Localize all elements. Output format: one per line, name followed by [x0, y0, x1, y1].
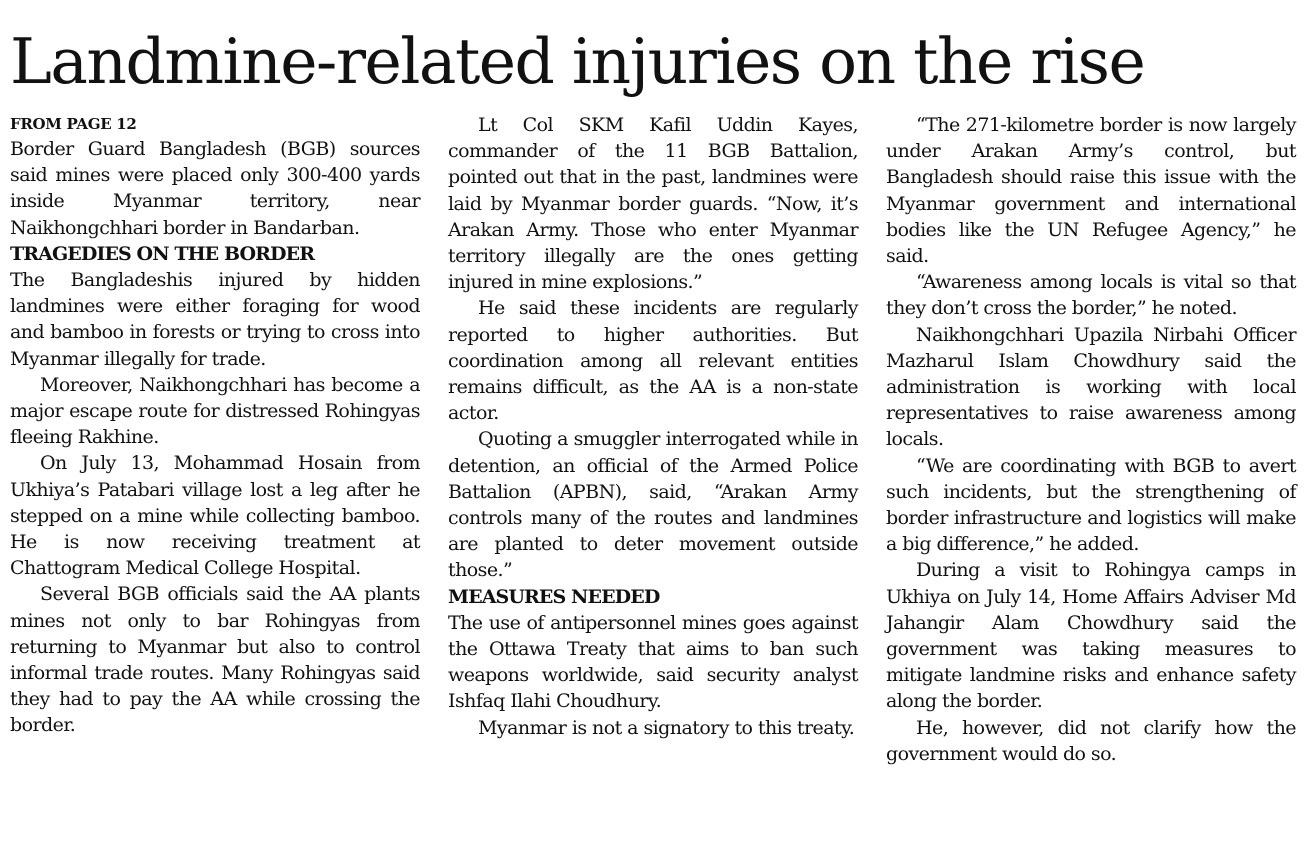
paragraph: Border Guard Bangladesh (BGB) sources said mines were placed only 300-400 yards inside Myanmar territory, near Naikhongchhari border in Bandarban.: [10, 138, 420, 239]
paragraph: “We are coordinating with BGB to avert such incidents, but the strengthening of border infrastructure and logistics will make a big difference,” he added.: [886, 454, 1296, 556]
paragraph: Several BGB officials said the AA plants mines not only to bar Rohingyas from returning to Myanmar but also to control informal trade routes. Many Rohingyas said they had to pay the AA while crossing the border.: [10, 583, 420, 737]
paragraph: He, however, did not clarify how the government would do so.: [886, 716, 1296, 765]
paragraph: He said these incidents are regularly reported to higher authorities. But coordination among all relevant entities remains difficult, as the AA is a non-state actor.: [448, 297, 858, 425]
continued-from-label: FROM PAGE 12: [10, 115, 137, 133]
paragraph: Quoting a smuggler interrogated while in detention, an official of the Armed Police Battalion (APBN), said, “Arakan Army controls many of the routes and landmines are planted to deter movement outside those.”: [448, 428, 858, 582]
paragraph: “The 271-kilometre border is now largely under Arakan Army’s control, but Bangladesh should raise this issue with the Myanmar government and international bodies like the UN Refugee Agency,” he said.: [886, 114, 1296, 268]
paragraph: During a visit to Rohingya camps in Ukhiya on July 14, Home Affairs Adviser Md Jahangir Alam Chowdhury said the government was taking measures to mitigate landmine risks and enhance safety along the border.: [886, 559, 1296, 713]
paragraph: Myanmar is not a signatory to this treaty.: [478, 716, 855, 739]
paragraph: On July 13, Mohammad Hosain from Ukhiya’s Patabari village lost a leg after he stepped on a mine while collecting bamboo. He is now receiving treatment at Chattogram Medical College Hospital.: [10, 452, 420, 580]
article-column-1: [10, 112, 420, 739]
paragraph: Moreover, Naikhongchhari has become a major escape route for distressed Rohingyas fleeing Rakhine.: [10, 373, 420, 449]
subheading-tragedies: TRAGEDIES ON THE BORDER: [10, 242, 315, 265]
article-column-2: [448, 112, 858, 741]
paragraph: Lt Col SKM Kafil Uddin Kayes, commander of the 11 BGB Battalion, pointed out that in the past, landmines were laid by Myanmar border guards. “Now, it’s Arakan Army. Those who enter Myanmar territory illegally are the ones getting injured in mine explosions.”: [448, 114, 858, 294]
paragraph: The use of antipersonnel mines goes against the Ottawa Treaty that aims to ban such weapons worldwide, said security analyst Ishfaq Ilahi Choudhury.: [448, 611, 858, 713]
article-column-3: [886, 112, 1296, 767]
paragraph: “Awareness among locals is vital so that they don’t cross the border,” he noted.: [886, 271, 1296, 320]
paragraph: The Bangladeshis injured by hidden landmines were either foraging for wood and bamboo in forests or trying to cross into Myanmar illegally for trade.: [10, 269, 420, 370]
headline: Landmine-related injuries on the rise: [10, 25, 1145, 98]
subheading-measures: MEASURES NEEDED: [448, 585, 660, 608]
paragraph: Naikhongchhari Upazila Nirbahi Officer Mazharul Islam Chowdhury said the administration is working with local representatives to raise awareness among locals.: [886, 323, 1296, 451]
